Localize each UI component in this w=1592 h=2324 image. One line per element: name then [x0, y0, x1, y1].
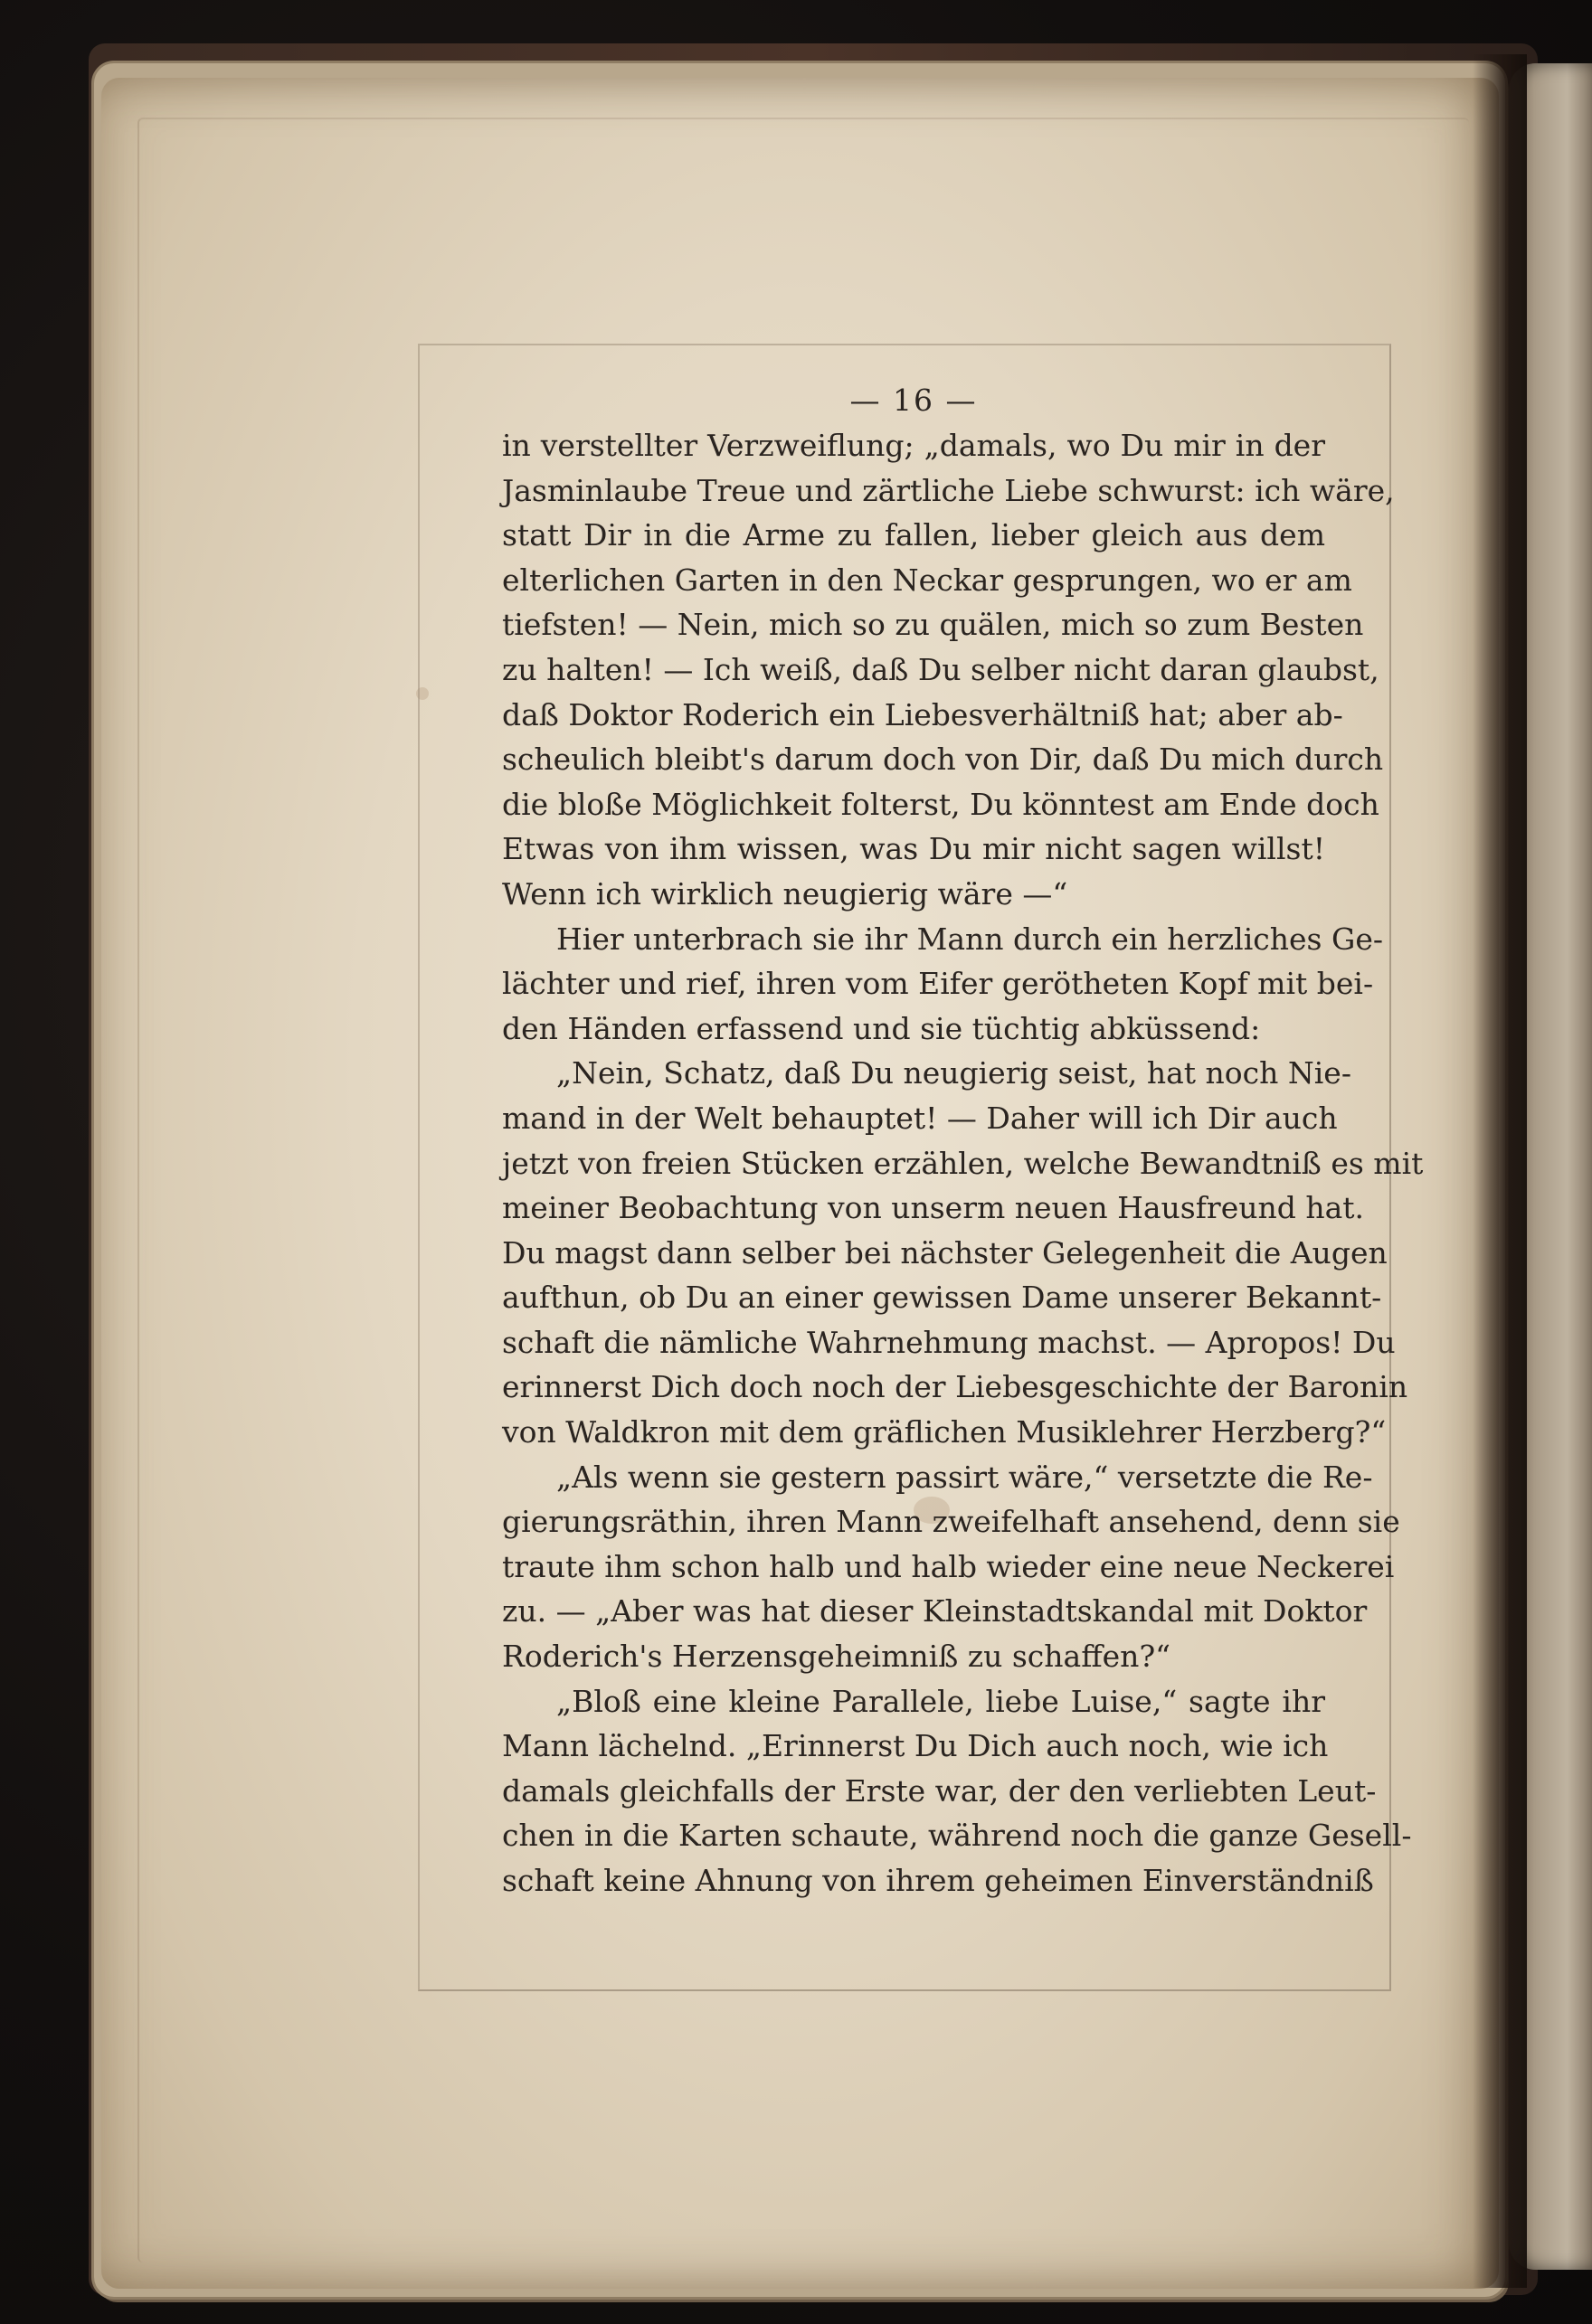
text-line: Wenn ich wirklich neugierig wäre —“ — [502, 875, 1068, 912]
text-line: die bloße Möglichkeit folterst, Du könntest am Ende doch — [502, 786, 1379, 822]
text-line: elterlichen Garten in den Neckar gesprungen, wo er am — [502, 562, 1352, 598]
text-line: zu. — „Aber was hat dieser Kleinstadtskandal mit Doktor — [502, 1593, 1368, 1630]
text-line: Jasminlaube Treue und zärtliche Liebe schwurst: ich wäre, — [502, 472, 1395, 508]
text-line: statt Dir in die Arme zu fallen, lieber gleich aus dem — [502, 517, 1325, 553]
text-line: Hier unterbrach sie ihr Mann durch ein herzliches Ge- — [556, 921, 1384, 957]
text-line: „Nein, Schatz, daß Du neugierig seist, hat noch Nie- — [556, 1055, 1351, 1091]
text-line: von Waldkron mit dem gräflichen Musiklehrer Herzberg?“ — [502, 1414, 1387, 1450]
text-line: chen in die Karten schaute, während noch die ganze Gesell- — [502, 1818, 1412, 1854]
text-line: Etwas von ihm wissen, was Du mir nicht sagen willst! — [502, 831, 1325, 867]
text-line: jetzt von freien Stücken erzählen, welche Bewandtniß es mit — [502, 1145, 1424, 1181]
page-text — [502, 378, 1424, 1904]
spine-shadow — [1473, 54, 1527, 2288]
text-line: damals gleichfalls der Erste war, der den verliebten Leut- — [502, 1772, 1377, 1809]
text-line: aufthun, ob Du an einer gewissen Dame unserer Bekannt- — [502, 1280, 1382, 1316]
text-line: schaft die nämliche Wahrnehmung machst. — Apropos! Du — [502, 1324, 1396, 1360]
text-line: zu halten! — Ich weiß, daß Du selber nicht daran glaubst, — [502, 651, 1379, 687]
text-line: Du magst dann selber bei nächster Gelegenheit die Augen — [502, 1234, 1388, 1271]
text-line: lächter und rief, ihren vom Eifer gerötheten Kopf mit bei- — [502, 966, 1374, 1002]
text-line: scheulich bleibt's darum doch von Dir, daß Du mich durch — [502, 742, 1384, 778]
text-line: schaft keine Ahnung von ihrem geheimen Einverständniß — [502, 1863, 1374, 1898]
text-lines — [502, 423, 1424, 1904]
text-line: „Als wenn sie gestern passirt wäre,“ versetzte die Re- — [556, 1459, 1373, 1495]
text-line: „Bloß eine kleine Parallele, liebe Luise,“ sagte ihr — [556, 1683, 1325, 1719]
text-line: den Händen erfassend und sie tüchtig abküssend: — [502, 1010, 1261, 1046]
text-line: in verstellter Verzweiflung; „damals, wo Du mir in der — [502, 428, 1325, 463]
text-line: tiefsten! — Nein, mich so zu quälen, mich so zum Besten — [502, 607, 1364, 643]
text-line: daß Doktor Roderich ein Liebesverhältniß hat; aber ab- — [502, 696, 1343, 732]
text-line: traute ihm schon halb und halb wieder eine neue Neckerei — [502, 1548, 1395, 1584]
text-line: Roderich's Herzensgeheimniß zu schaffen?“ — [502, 1639, 1171, 1675]
text-line: gierungsräthin, ihren Mann zweifelhaft ansehend, denn sie — [502, 1504, 1400, 1540]
page-number: — 16 — — [849, 383, 978, 418]
text-line: meiner Beobachtung von unserm neuen Hausfreund hat. — [502, 1190, 1365, 1226]
text-line: mand in der Welt behauptet! — Daher will ich Dir auch — [502, 1100, 1338, 1136]
text-line: erinnerst Dich doch noch der Liebesgeschichte der Baronin — [502, 1369, 1408, 1405]
text-line: Mann lächelnd. „Erinnerst Du Dich auch noch, wie ich — [502, 1728, 1329, 1764]
